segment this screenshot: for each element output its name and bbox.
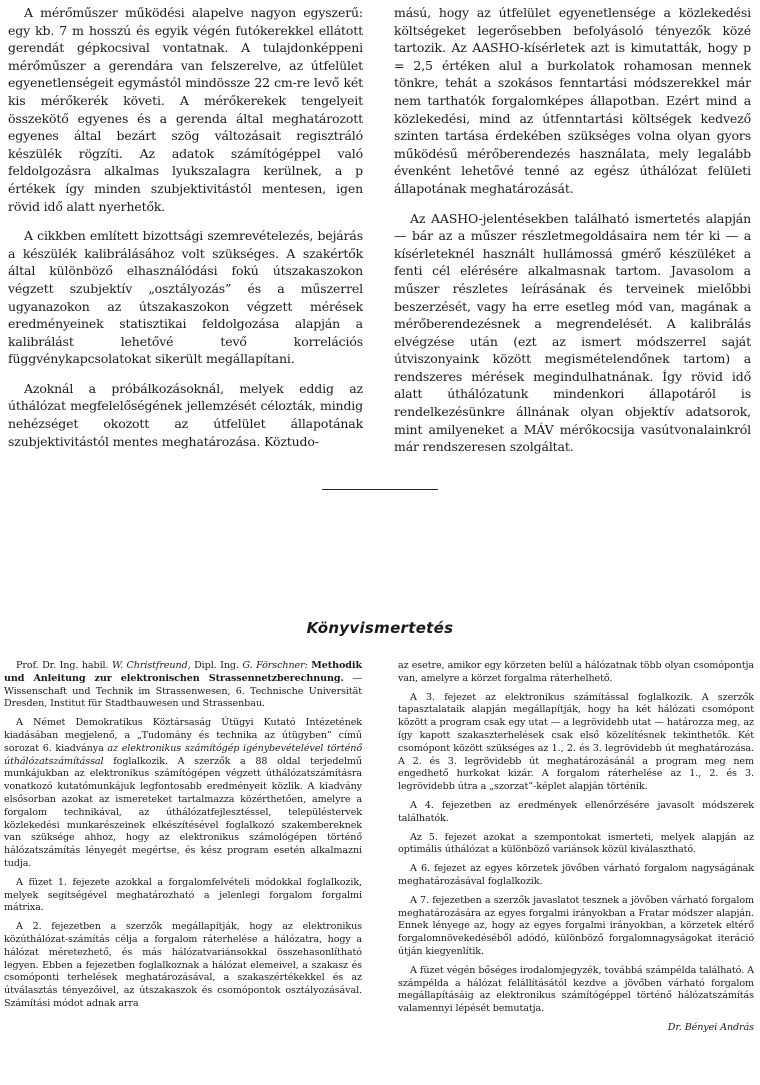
paragraph: A 3. fejezet az elektronikus számítással foglalkozik. A szerzők tapasztalataik alapján megállapítják, hogy ha két hálózati csomópont között a program csak egy utat — a legrövidebb utat — határozza meg, az így kapott szakaszterhelések csak első közelítésnek tekinthetők. Két csomópont között szükséges az 1., 2. és 3. legrövidebb út meghatározása. A 2. és 3. legrövidebb út meghatározásánál a program meg nem engedhető hurkokat kizár. A forgalom ráterhelése az 1., 2. és 3. legrövidebb útra a „szorzat”-képlet alapján történik.	[398, 691, 754, 793]
text-run: foglalkozik. A szerzők a 88 oldal terjedelmű munkájukban az elektronikus számítógépen végzett úthálózatszámításra vonatkozó kutatómunkájuk legfontosabb eredményeit közlik. A kiadvány elsősorban azokat az ismereteket tartalmazza közérthetően, amelyre a forgalom technikával, az úthálózatfejlesztéssel, településtervek közlekedési munkarészeinek elkészítésével foglalkozó szakembereknek van szüksége ahhoz, hogy az elektronikus számológépen történő hálózatszámítás lényegét megértse, és kész program esetén alkalmazni tudja.	[4, 755, 363, 869]
paragraph: az esetre, amikor egy körzeten belül a hálózatnak több olyan csomópontja van, amelyre a körzet forgalma ráterhelhető.	[398, 660, 754, 684]
paragraph: A 4. fejezetben az eredmények ellenőrzésére javasolt módszerek találhatók.	[398, 799, 754, 824]
paragraph: A füzet végén bőséges irodalomjegyzék, továbbá számpélda található. A számpélda a hálózat felállításától kezdve a jövőben várható forgalom megállapításáig az elektronikus számítógéppel történő hálózatszámítás valamennyi lépését bemutatja.	[398, 964, 754, 1015]
paragraph	[4, 717, 362, 871]
paragraph: Az AASHO-jelentésekben található ismertetés alapján — bár az a műszer részletmegoldásaira nem tér ki — a kísérleteknél használt hullámossá gmérő készüléket a fenti cél elérésére alkalmasnak tartom. Javasolom a műszer részletes leírásának és terveinek mielőbbi beszerzését, vagy ha erre esetleg mód van, magának a mérőberendezésnek a megrendelését. A kalibrálás elvégzése után (ezt az ismert módszerrel saját útviszonyaink között megismételendőnek tartom) a rendszeres mérések megindulhatnának. Így rövid idő alatt úthálózatunk mindenkori állapotáról is rendelkezésünkre állnának olyan objektív adatsorok, mint amilyeneket a MÁV mérőkocsija vasútvonalainkról már rendszeresen szolgáltat.	[394, 210, 751, 455]
book-title: Methodik und Anleitung zur elektronischen Strassennetzberechnung.	[4, 660, 362, 684]
citation-degree: Dipl. Ing.	[194, 660, 239, 671]
emphasized-text: az elektronikus számítógép igénybevételével történő úthálózatszámítással	[4, 742, 362, 767]
author-name: W. Christfreund,	[112, 660, 191, 671]
paragraph: A füzet 1. fejezete azokkal a forgalomfelvételi módokkal foglalkozik, melyek segítségével meghatározható a jelenlegi forgalom forgalmi mátrixa.	[4, 876, 362, 914]
paragraph: A 7. fejezetben a szerzők javaslatot tesznek a jövőben várható forgalom meghatározására az egyes forgalmi irányokban a Fratar módszer alapján. Ennek lényege az, hogy az egyes forgalmi irányokban, a körzetek eltérő forgalomnövekedéséből adódó, különböző forgalomnagyságokat iteráció útján kiegyenlítik.	[398, 894, 754, 957]
top-left-column	[8, 4, 363, 450]
book-citation	[4, 660, 362, 711]
section-divider	[322, 489, 438, 490]
paragraph: A mérőműszer működési alapelve nagyon egyszerű: egy kb. 7 m hosszú és egyik végén futókerekkel ellátott gerendát gépkocsival vontatnak. A tulajdonképpeni mérőműszer a gerendára van felszerelve, az útfelület egyenetlenségeit egymástól mindössze 22 cm-re levő két kis mérőkerék követi. A mérőkerekek tengelyeit összekötő egyenes és a gerenda által meghatározott egyenes által bezárt szög változásait regisztráló készülék rögzíti. Az adatok számítógéppel való feldolgozásra alkalmas lyukszalagra kerülnek, a p értékek így minden szubjektivitástól mentesen, igen rövid idő alatt nyerhetők.	[8, 5, 363, 214]
paragraph: A cikkben említett bizottsági szemrevételezés, bejárás a készülék kalibrálásához volt szükséges. A szakértők által különböző elhasználódási fokú útszakaszokon végzett szubjektív „osztályozás” és a műszerrel ugyanazokon az útszakaszokon végzett mérések eredményeinek statisztikai feldolgozása alapján a kalibrálást lehetővé tevő korrelációs függvénykapcsolatokat sikerült megállapítani.	[8, 228, 363, 367]
paragraph: mású, hogy az útfelület egyenetlensége a közlekedési költségeket legerősebben befolyásoló tényezők közé tartozik. Az AASHO-kísérletek azt is kimutatták, hogy p = 2,5 értéken alul a burkolatok rohamosan mennek tönkre, tehát a szokásos fenntartási módszerekkel már nem tarthatók forgalomképes állapotban. Ezért mind a közlekedési, mind az útfenntartási költségek kedvező szinten tartása érdekében szükséges volna olyan gyors működésű mérőberendezés használata, mely legalább évenként lehetővé tenné az egész úthálózat felületi állapotának meghatározását.	[394, 5, 751, 196]
review-left-column	[4, 660, 362, 1011]
author-name: G. Förschner:	[242, 660, 308, 671]
section-heading: Könyvismertetés	[306, 619, 454, 637]
paragraph: A 6. fejezet az egyes körzetek jövőben várható forgalom nagyságának meghatározásával foglalkozik.	[398, 863, 754, 887]
paragraph: A 2. fejezetben a szerzők megállapítják, hogy az elektronikus közúthálózat-számítás célja a forgalom ráterhelése a hálózatra, hogy a hálózat méretezhető, és más hálózatvariánsokkal összehasonlítható legyen. Ebben a fejezetben foglalkoznak a hálózat elemeivel, a szakasz és csomóponti terhelések meghatározásával, a szakaszértékekkel és az útválasztás tényezőivel, az útszakaszok és csomópontok osztályozásával. Számítási módot adnak arra	[4, 921, 362, 1009]
review-right-column	[398, 660, 754, 1035]
text-run: A Német Demokratikus Köztársaság Útügyi Kutató Intézetének kiadásában megjelenő, a „Tudomány és technika az útügyben” című sorozat 6. kiadványa	[4, 717, 362, 754]
paragraph: Azoknál a próbálkozásoknál, melyek eddig az úthálózat megfelelőségének jellemzését célozták, mindig nehézséget okozott az útfelület állapotának szubjektivitástól mentes meghatározása. Köztudo-	[8, 380, 363, 449]
citation-authors: Prof. Dr. Ing. habil.	[16, 660, 109, 671]
reviewer-signature: Dr. Bényei András	[667, 1021, 754, 1033]
top-right-column	[394, 4, 751, 456]
paragraph: Az 5. fejezet azokat a szempontokat ismerteti, melyek alapján az optimális úthálózat a különböző variánsok közül kiválasztható.	[398, 831, 754, 856]
citation-publisher: — Wissenschaft und Technik im Strassenwesen, 6. Technische Universität Dresden, Institut für Stadtbauwesen und Strassenbau.	[4, 672, 362, 710]
